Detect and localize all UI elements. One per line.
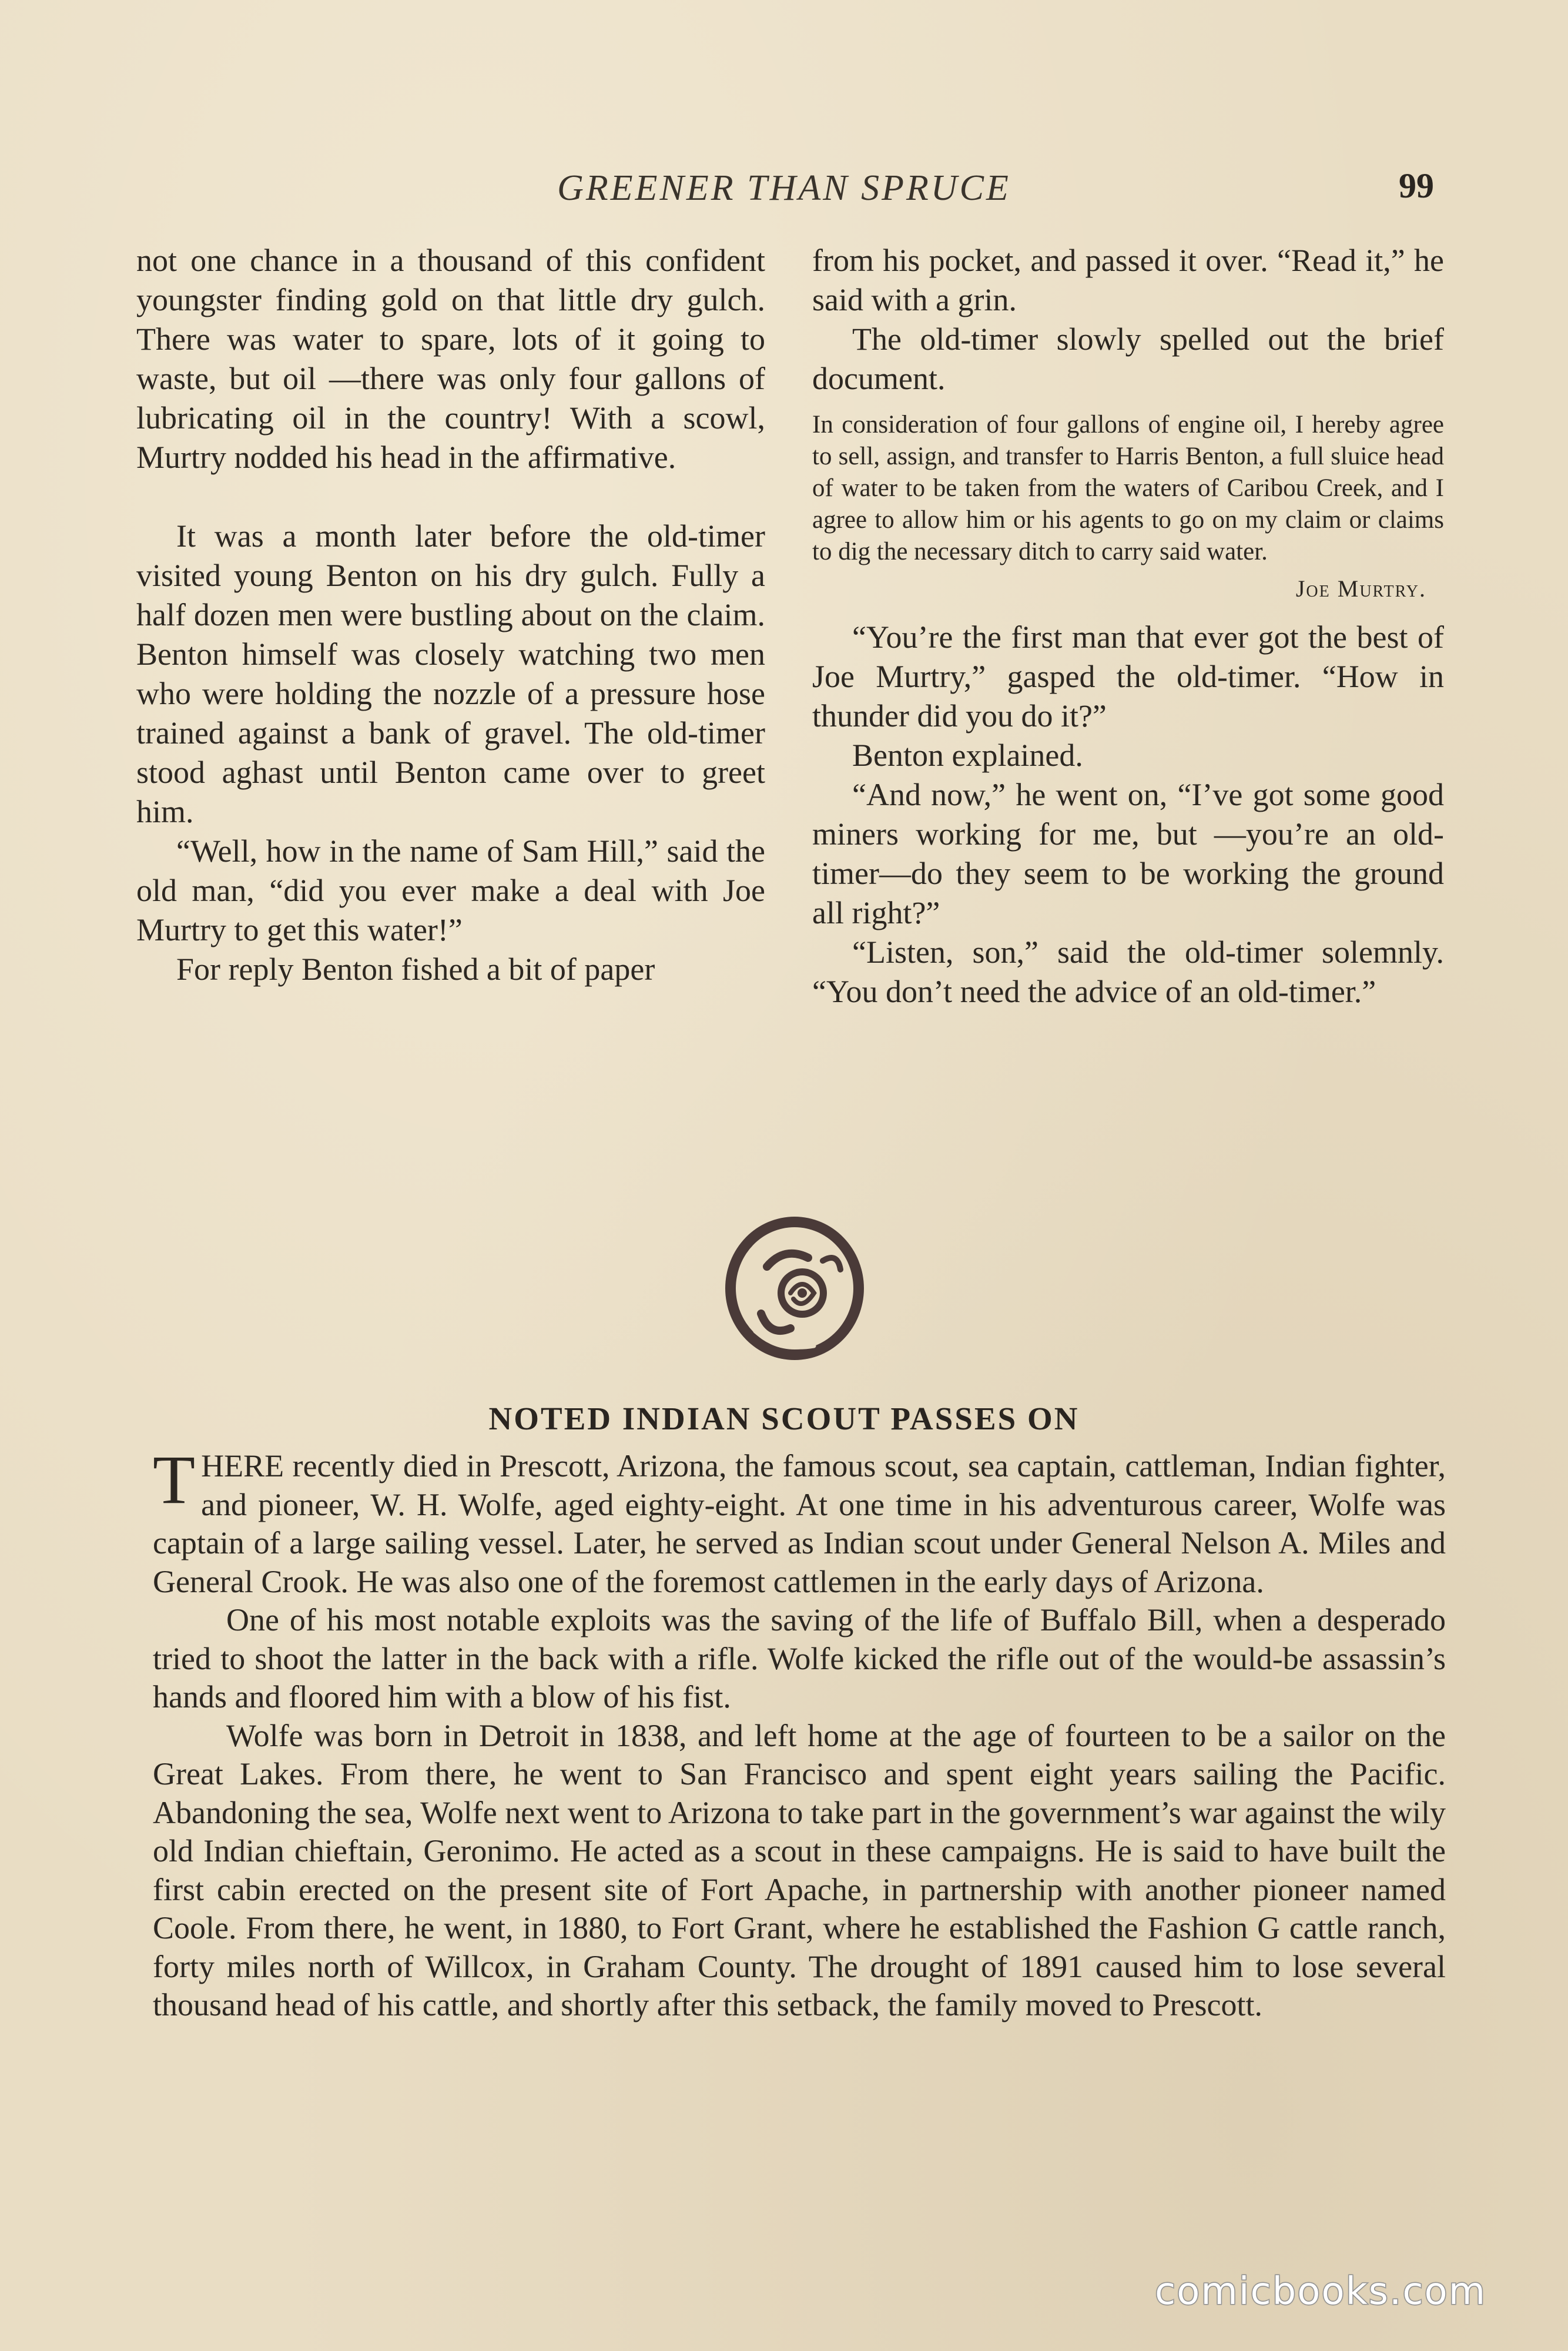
story-paragraph: It was a month later before the old-timer visited young Benton on his dry gulch. Fully a half dozen men were bustling about on the claim. Benton himself was closely watching two men who were holding the nozzle of a pressure hose trained against a bank of gravel. The old-timer stood aghast until Benton came over to greet him. (136, 518, 765, 829)
article-paragraph: One of his most notable exploits was the saving of the life of Buffalo Bill, when a desperado tried to shoot the latter in the back with a rifle. Wolfe kicked the rifle out of the would-be assassin’s hands and floored him with a blow of his fist. (153, 1602, 1446, 1714)
article-body (153, 1441, 1446, 2025)
story-right-column (812, 241, 1444, 1012)
story-paragraph: Benton explained. (852, 738, 1083, 773)
watermark: comicbooks.com (1155, 2270, 1487, 2313)
article-paragraph (153, 1441, 1446, 1601)
story-paragraph: “And now,” he went on, “I’ve got some good miners working for me, but —you’re an old-timer—do they seem to be working the ground all right?” (812, 777, 1444, 930)
story-paragraph: “Listen, son,” said the old-timer solemnly. “You don’t need the advice of an old-timer.” (812, 935, 1444, 1009)
story-paragraph: from his pocket, and passed it over. “Read it,” he said with a grin. (812, 243, 1444, 317)
story-paragraph: “Well, how in the name of Sam Hill,” said the old man, “did you ever make a deal with Joe Murtry to get this water!” (136, 833, 765, 947)
story-paragraph: The old-timer slowly spelled out the brief document. (812, 321, 1444, 396)
document-text: In consideration of four gallons of engine oil, I hereby agree to sell, assign, and transfer to Harris Benton, a full sluice head of water to be taken from the waters of Caribou Creek, and I agree to allow him or his agents to go on my claim or claims to dig the necessary ditch to carry said water. (812, 411, 1444, 565)
document-quote (812, 409, 1444, 568)
story-left-column (136, 241, 765, 989)
story-paragraph: For reply Benton fished a bit of paper (176, 952, 655, 987)
story-paragraph: “You’re the first man that ever got the best of Joe Murtry,” gasped the old-timer. “How in thunder did you do it?” (812, 619, 1444, 734)
rose-wreath-ornament-icon (720, 1211, 870, 1367)
article-paragraph: Wolfe was born in Detroit in 1838, and left home at the age of fourteen to be a sailor on the Great Lakes. From there, he went to San Francisco and spent eight years sailing the Pacific. Abandoning the sea, Wolfe next went to Arizona to take part in the government’s war against the wily old Indian chieftain, Geronimo. He acted as a scout in these campaigns. He is said to have built the first cabin erected on the present site of Fort Apache, in partnership with another pioneer named Coole. From there, he went, in 1880, to Fort Grant, where he established the Fashion G cattle ranch, forty miles north of Willcox, in Graham County. The drought of 1891 caused him to lose several thousand head of his cattle, and shortly after this setback, the family moved to Prescott. (153, 1717, 1446, 2022)
article-title: NOTED INDIAN SCOUT PASSES ON (488, 1401, 1080, 1436)
article-first-paragraph-text: HERE recently died in Prescott, Arizona, the famous scout, sea captain, cattleman, Indian fighter, and pioneer, W. H. Wolfe, aged eighty-eight. At one time in his adventurous career, Wolfe was captain of a large sailing vessel. Later, he served as Indian scout under General Nelson A. Miles and General Crook. He was also one of the foremost cattlemen in the early days of Arizona. (153, 1448, 1446, 1599)
running-title: GREENER THAN SPRUCE (557, 168, 1011, 208)
document-signature: Joe Murtry. (1295, 575, 1426, 602)
story-paragraph: not one chance in a thousand of this confident youngster finding gold on that little dry gulch. There was water to spare, lots of it going to waste, but oil —there was only four gallons of lubricating oil in the country! With a scowl, Murtry nodded his head in the affirmative. (136, 243, 765, 475)
drop-cap: T (153, 1441, 196, 1518)
page-number: 99 (1399, 166, 1434, 205)
